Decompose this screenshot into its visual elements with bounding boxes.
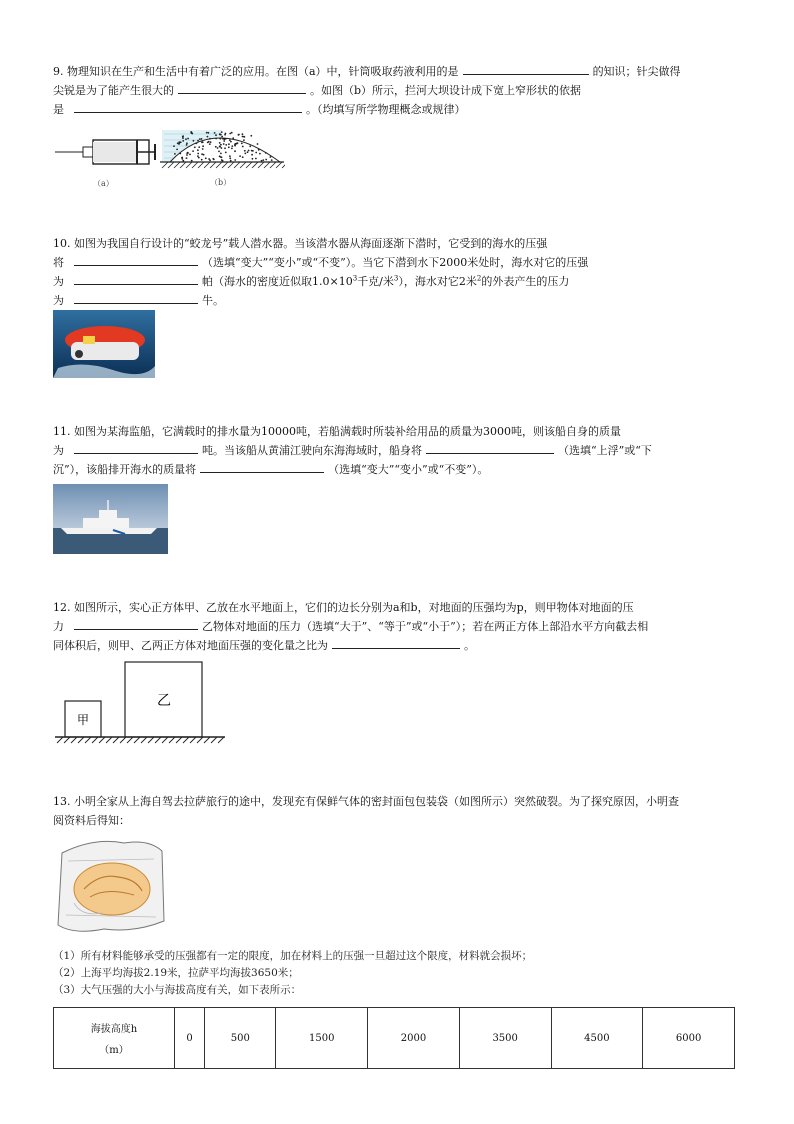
bread-bag-figure [54,833,166,938]
submersible-photo [53,310,155,378]
table-cell: 6000 [643,1008,735,1069]
table-cell: 4500 [551,1008,643,1069]
q11-line-2: 为 吨。当该船从黄浦江驶向东海海域时，船身将 （选填“上浮”或“下 [53,444,652,457]
table-cell: 500 [205,1008,276,1069]
answer-blank[interactable] [74,254,198,266]
altitude-table [53,1007,735,1069]
cubes-figure [53,658,228,748]
answer-blank[interactable] [74,292,198,304]
answer-blank[interactable] [200,461,324,473]
answer-blank[interactable] [74,442,198,454]
answer-blank[interactable] [463,63,589,75]
figure-label-b: （b） [210,178,232,187]
question-9 [53,62,743,119]
table-cell: 1500 [276,1008,368,1069]
q9-line-2: 尖锐是为了能产生很大的 。如图（b）所示，拦河大坝设计成下宽上窄形状的依据 [53,84,582,97]
note-2: （2）上海平均海拔2.19米，拉萨平均海拔3650米； [53,967,299,979]
question-12 [53,598,743,655]
table-cell: 3500 [459,1008,551,1069]
answer-blank[interactable] [178,82,306,94]
patrol-ship-photo [53,484,168,554]
q10-line-1: 10. 如图为我国自行设计的“蛟龙号”载人潜水器。当该潜水器从海面逐渐下潜时，它受到的海水的压强 [53,237,548,250]
cube-yi-label: 乙 [157,693,171,709]
question-10 [53,234,743,310]
figure-label-a: （a） [93,179,114,188]
answer-blank[interactable] [74,618,198,630]
table-cell: 0 [175,1008,205,1069]
answer-blank[interactable] [74,101,302,113]
q13-line-2: 阅资料后得知： [53,814,130,827]
answer-blank[interactable] [426,442,554,454]
table-row [54,1008,735,1069]
q9-line-3: 是 。（均填写所学物理概念或规律） [53,103,466,116]
q10-line-2: 将 （选填“变大”“变小”或“不变”）。当它下潜到水下2000米处时，海水对它的压强 [53,256,589,269]
q12-line-1: 12. 如图所示，实心正方体甲、乙放在水平地面上，它们的边长分别为a和b，对地面的压强均为p，则甲物体对地面的压 [53,601,634,614]
q12-line-2: 力 乙物体对地面的压力（选填“大于”、“等于”或“小于”）；若在两正方体上部沿水平方向截去相 [53,620,649,633]
cube-jia-label: 甲 [76,713,90,727]
note-1: （1）所有材料能够承受的压强都有一定的限度，加在材料上的压强一旦超过这个限度，材料就会损坏； [53,950,533,962]
dam-figure [160,122,285,188]
q11-line-3: 沉”），该船排开海水的质量将 （选填“变大”“变小”或“不变”）。 [53,463,489,476]
answer-blank[interactable] [74,273,198,285]
note-3: （3）大气压强的大小与海拔高度有关，如下表所示： [53,984,302,996]
q12-line-3: 同体积后，则甲、乙两正方体对地面压强的变化量之比为 。 [53,639,475,652]
q10-line-4: 为 牛。 [53,294,224,307]
q13-notes [53,948,532,999]
q11-line-1: 11. 如图为某海监船，它满载时的排水量为10000吨，若船满载时所装补给用品的质量为3000吨，则该船自身的质量 [53,425,621,438]
table-header-cell: 海拔高度h （m） [54,1008,175,1069]
question-11 [53,422,743,479]
q10-line-3: 为 帕（海水的密度近似取$1.0\times 10^3$千克/米$^3$），海水对它2米$^2$的外表产生的压力 [53,274,570,288]
answer-blank[interactable] [332,637,460,649]
syringe-figure [55,128,160,190]
q13-line-1: 13. 小明全家从上海自驾去拉萨旅行的途中，发现充有保鲜气体的密封面包包装袋（如图所示）突然破裂。为了探究原因，小明查 [53,795,679,808]
table-cell: 2000 [368,1008,460,1069]
question-13 [53,792,743,830]
q9-line-1: 9. 物理知识在生产和生活中有着广泛的应用。在图（a）中，针筒吸取药液利用的是 的知识；针尖做得 [53,65,681,78]
